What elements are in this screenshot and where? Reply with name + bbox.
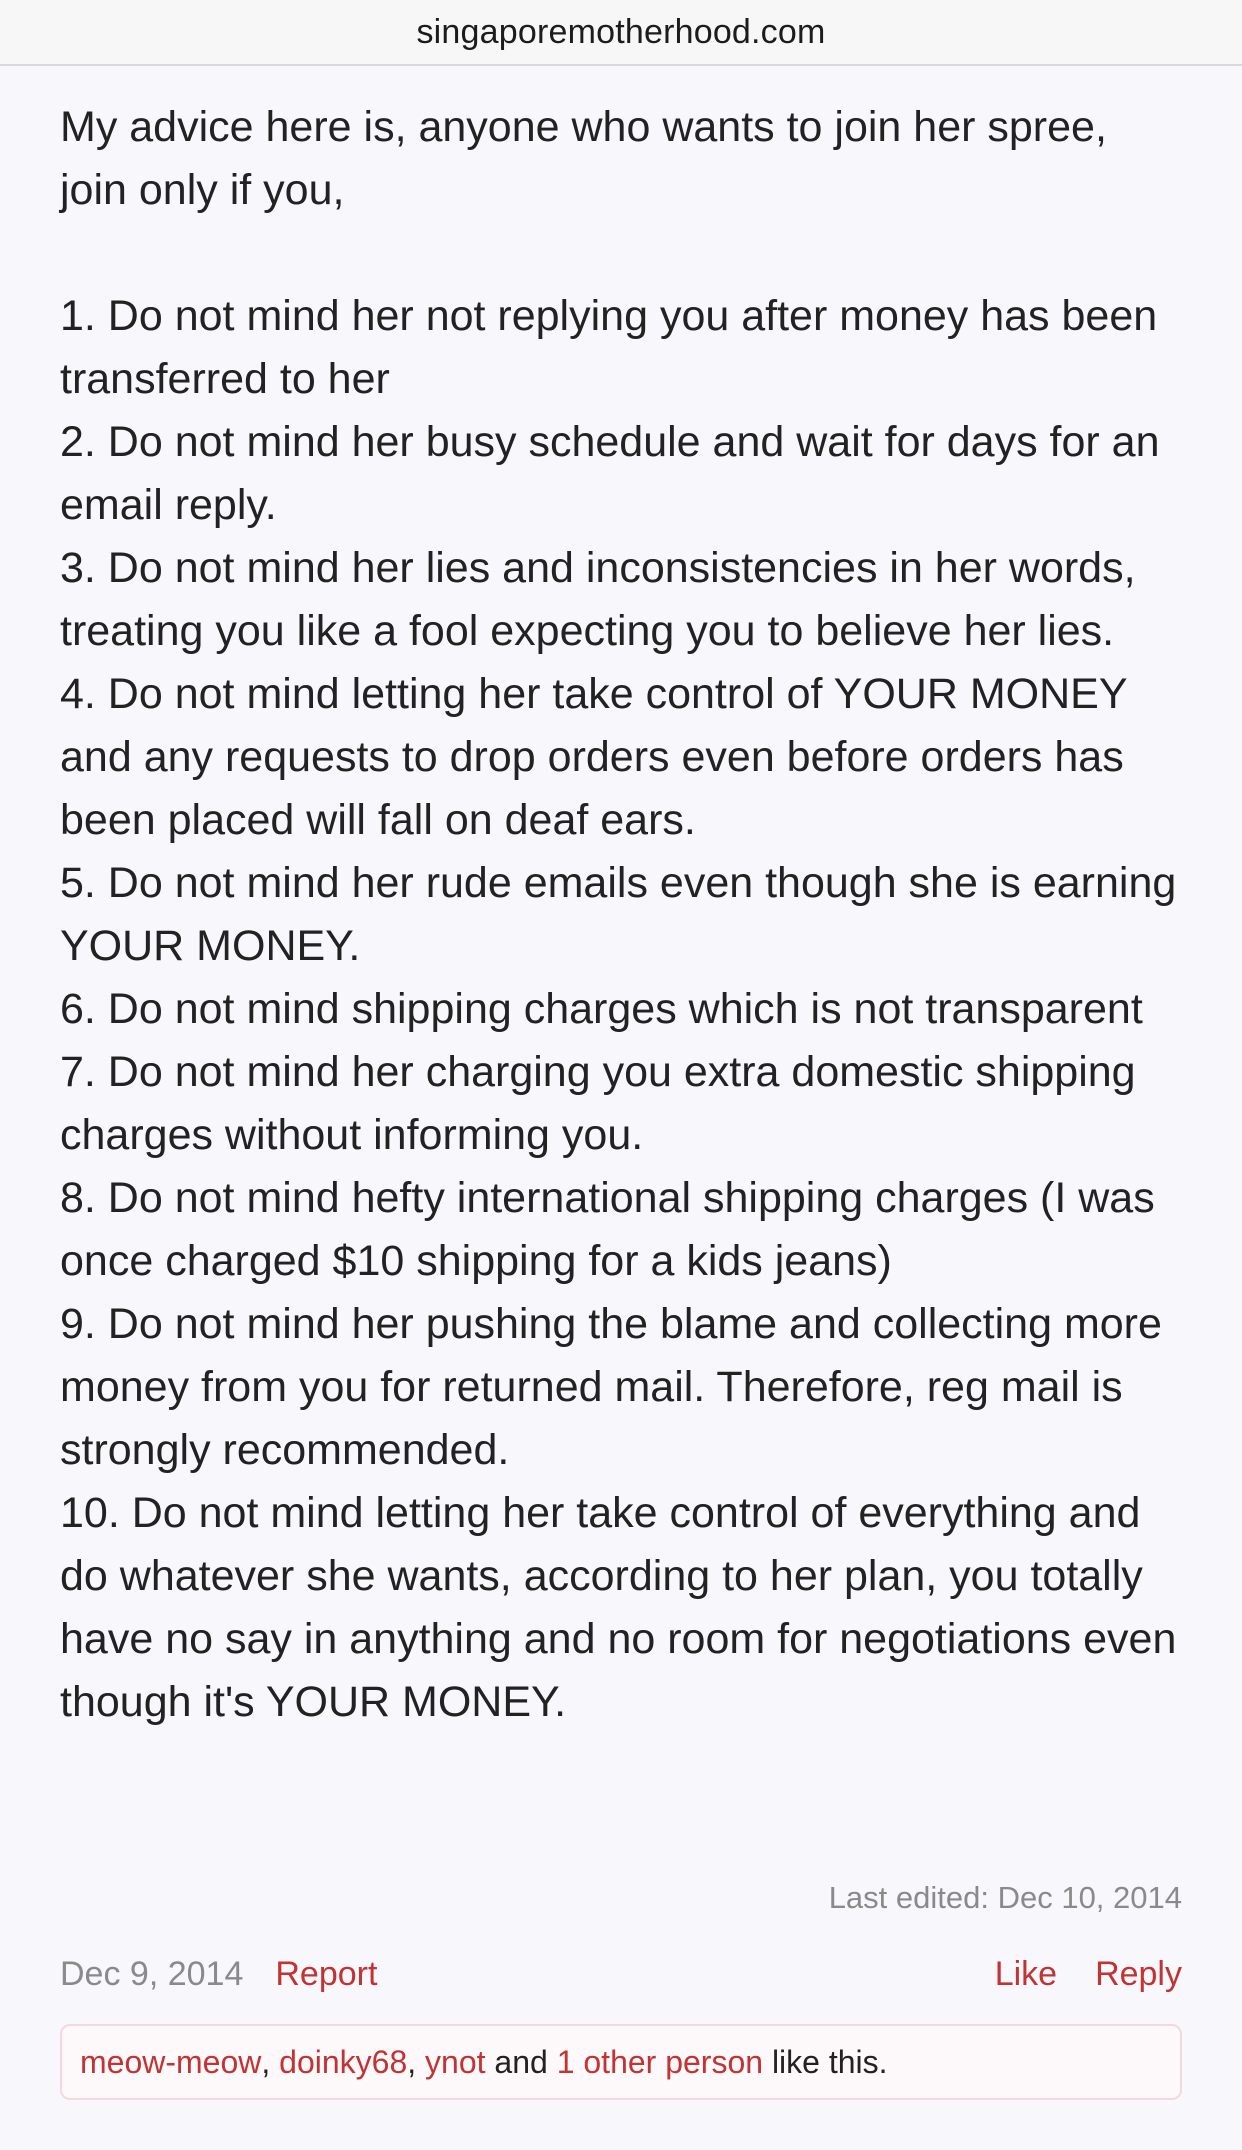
post-date[interactable]: Dec 9, 2014 — [60, 1954, 244, 1993]
list-item: 3. Do not mind her lies and inconsistencies in her words, treating you like a fool expecting you to believe her lies. — [60, 544, 1136, 655]
list-item: 1. Do not mind her not replying you after money has been transferred to her — [60, 292, 1158, 403]
likes-suffix: like this. — [763, 2043, 888, 2080]
liker-link[interactable]: ynot — [425, 2043, 486, 2080]
list-item: 7. Do not mind her charging you extra domestic shipping charges without informing you. — [60, 1048, 1136, 1159]
list-item: 2. Do not mind her busy schedule and wait for days for an email reply. — [60, 418, 1160, 529]
post-body — [60, 96, 1182, 1734]
list-item: 10. Do not mind letting her take control of everything and do whatever she wants, according to her plan, you totally have no say in anything and no room for negotiations even though it's YOUR MONEY. — [60, 1489, 1177, 1726]
report-link[interactable]: Report — [275, 1954, 378, 1993]
list-item: 6. Do not mind shipping charges which is not transparent — [60, 985, 1143, 1033]
post-content — [60, 96, 1182, 1734]
post-intro: My advice here is, anyone who wants to join her spree, join only if you, — [60, 103, 1107, 214]
list-item: 9. Do not mind her pushing the blame and collecting more money from you for returned mail. Therefore, reg mail is strongly recommended. — [60, 1300, 1162, 1474]
post-actions — [957, 1955, 1182, 1994]
list-item: 8. Do not mind hefty international shipping charges (I was once charged $10 shipping for a kids jeans) — [60, 1174, 1155, 1285]
separator: , — [261, 2043, 280, 2080]
likes-summary — [60, 2024, 1182, 2100]
address-bar[interactable] — [0, 0, 1242, 66]
liker-link[interactable]: doinky68 — [279, 2043, 408, 2080]
paragraph-gap — [60, 222, 1182, 285]
liker-link[interactable]: meow-meow — [80, 2043, 262, 2080]
like-link[interactable]: Like — [994, 1954, 1058, 1993]
url-text: singaporemotherhood.com — [416, 12, 826, 51]
list-item: 5. Do not mind her rude emails even though she is earning YOUR MONEY. — [60, 859, 1177, 970]
other-likers-link[interactable]: 1 other person — [556, 2043, 764, 2080]
post-meta-left — [60, 1955, 377, 1994]
separator: , — [407, 2043, 426, 2080]
and-text: and — [485, 2043, 557, 2080]
last-edited-note: Last edited: Dec 10, 2014 — [828, 1880, 1182, 1915]
list-item: 4. Do not mind letting her take control of YOUR MONEY and any requests to drop orders even before orders has been placed will fall on deaf ears. — [60, 670, 1127, 844]
reply-link[interactable]: Reply — [1095, 1954, 1182, 1993]
post-meta-row — [60, 1950, 1182, 1998]
